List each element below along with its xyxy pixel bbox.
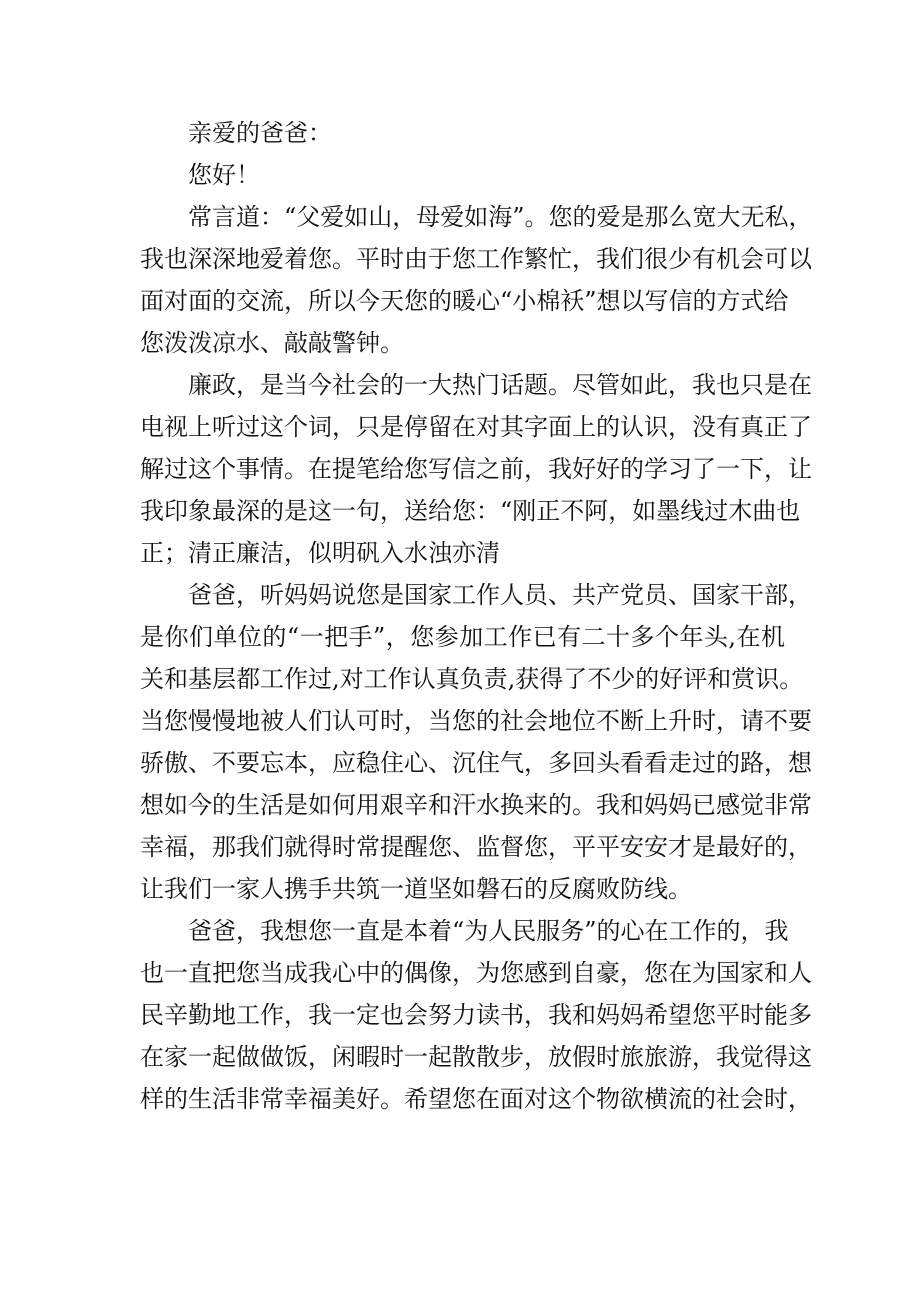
paragraph-line: 当您慢慢地被人们认可时，当您的社会地位不断上升时，请不要 [140,707,812,735]
paragraph-line: 爸爸，听妈妈说您是国家工作人员、共产党员、国家干部， [188,581,812,609]
paragraph-2 [140,364,812,574]
paragraph-line: 您泼泼凉水、敲敲警钟。 [140,329,404,357]
paragraph-line: 常言道：“父爱如山，母爱如海”。您的爱是那么宽大无私， [188,203,813,231]
paragraph-line: 让我们一家人携手共筑一道坚如磐石的反腐败防线。 [140,875,692,903]
paragraph-1 [140,196,813,364]
salutation: 亲爱的爸爸： [188,119,332,147]
paragraph-line: 廉政，是当今社会的一大热门话题。尽管如此，我也只是在 [188,371,812,399]
paragraph-line: 爸爸，我想您一直是本着“为人民服务”的心在工作的，我 [188,917,789,945]
paragraph-line: 我印象最深的是这一句，送给您：“刚正不阿，如墨线过木曲也 [140,497,801,525]
paragraph-line: 样的生活非常幸福美好。希望您在面对这个物欲横流的社会时， [140,1085,812,1113]
paragraph-line: 面对面的交流，所以今天您的暖心“小棉袄”想以写信的方式给 [140,287,789,315]
paragraph-line: 正；清正廉洁，似明矾入水浊亦清 [140,539,500,567]
paragraph-line: 在家一起做做饭，闲暇时一起散散步，放假时旅旅游，我觉得这 [140,1043,812,1071]
paragraph-3 [140,574,812,910]
paragraph-4 [140,910,812,1120]
paragraph-line: 也一直把您当成我心中的偶像，为您感到自豪，您在为国家和人 [140,959,812,987]
letter-body [140,112,813,1120]
paragraph-line: 幸福，那我们就得时常提醒您、监督您，平平安安才是最好的， [140,833,812,861]
paragraph-line: 民辛勤地工作，我一定也会努力读书，我和妈妈希望您平时能多 [140,1001,812,1029]
paragraph-line: 想如今的生活是如何用艰辛和汗水换来的。我和妈妈已感觉非常 [140,791,812,819]
paragraph-line: 骄傲、不要忘本，应稳住心、沉住气，多回头看看走过的路，想 [140,749,812,777]
greeting: 您好！ [188,161,260,189]
paragraph-line: 电视上听过这个词，只是停留在对其字面上的认识，没有真正了 [140,413,812,441]
paragraph-line: 是你们单位的“一把手”，您参加工作已有二十多个年头,在机 [140,623,785,651]
paragraph-line: 关和基层都工作过,对工作认真负责,获得了不少的好评和赏识。 [140,665,804,693]
paragraph-line: 解过这个事情。在提笔给您写信之前，我好好的学习了一下，让 [140,455,812,483]
paragraph-line: 我也深深地爱着您。平时由于您工作繁忙，我们很少有机会可以 [140,245,812,273]
